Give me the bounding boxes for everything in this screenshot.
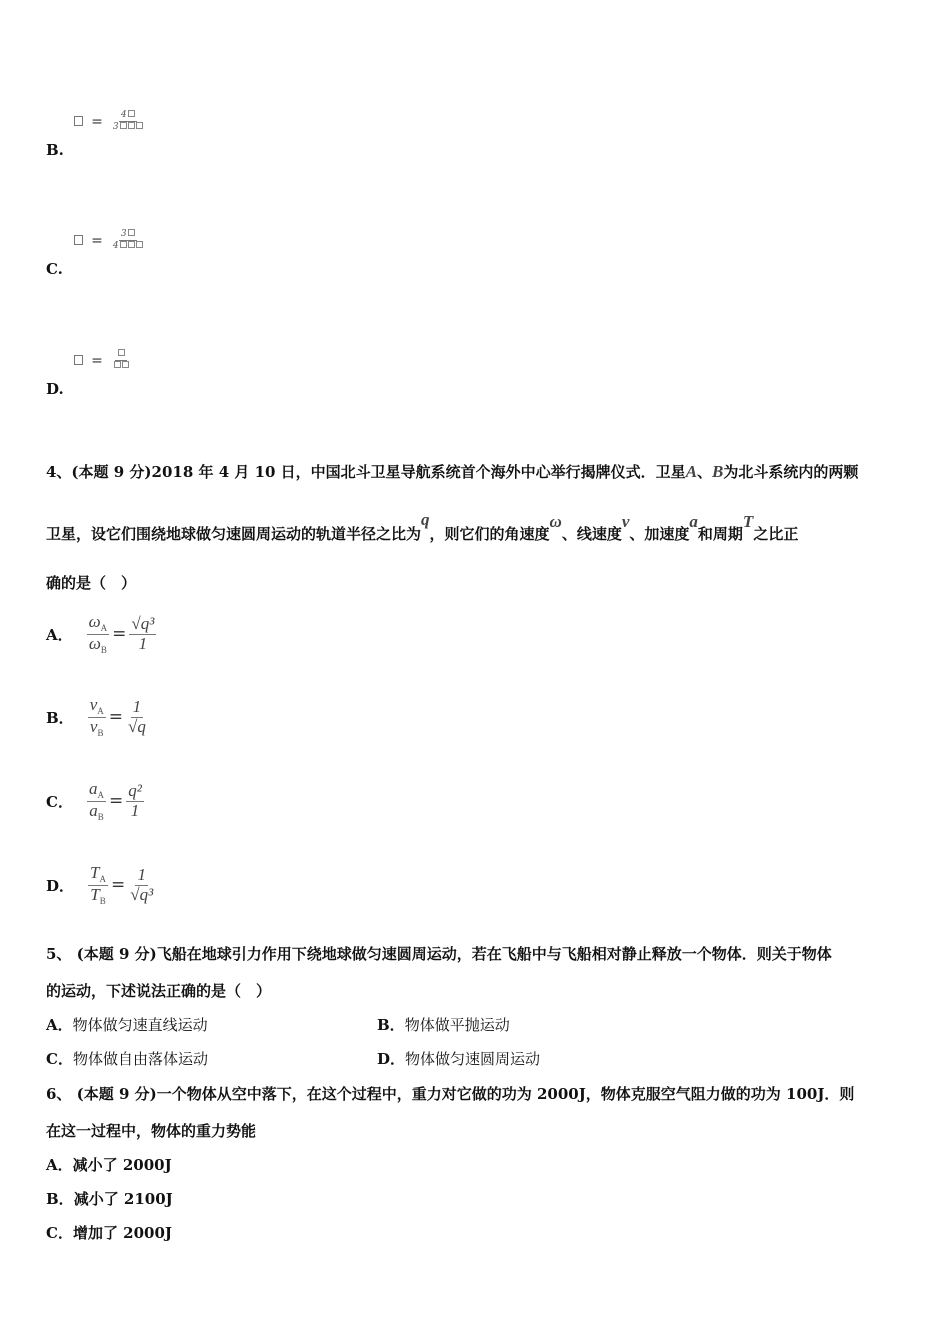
ratio-q: q: [421, 510, 430, 529]
placeholder-glyph-icon: [74, 355, 83, 365]
lhs-fraction: $\frac{T_A}{T_B}$: [90, 862, 106, 906]
q5-option-a[interactable]: A．物体做匀速直线运动: [46, 1016, 208, 1034]
q3-option-b-label: B.: [46, 141, 64, 159]
satellite-b: B: [712, 462, 724, 481]
q3-option-d-label: D.: [46, 380, 64, 398]
q6-option-a[interactable]: A．减小了 2000J: [46, 1156, 172, 1174]
q3-option-d-formula: =: [74, 349, 131, 372]
q4-option-a[interactable]: A． $\frac{\omega_A}{\omega_B}$ = $\frac{\text{√q³}}{1}$: [46, 611, 155, 655]
rhs-fraction: $\frac{\text{√q³}}{1}$: [131, 613, 155, 653]
q4-option-c[interactable]: C． $\frac{a_A}{a_B}$ = $\frac{\text{q²}}{1}$: [46, 778, 142, 822]
q6-option-b[interactable]: B．减小了 2100J: [46, 1190, 173, 1208]
rhs-fraction: $\frac{\text{q²}}{1}$: [128, 780, 142, 820]
q4-line-1: 4、(本题 9 分)2018 年 4 月 10 日，中国北斗卫星导航系统首个海外中心举行揭牌仪式．卫星A、B为北斗系统内的两颗: [46, 462, 859, 481]
lhs-fraction: $\frac{a_A}{a_B}$: [88, 778, 104, 822]
rhs-fraction: $\frac{1}{√q}$: [127, 696, 146, 736]
rhs-fraction: $\frac{1}{\text{√q³}}$: [130, 864, 154, 904]
lhs-fraction: $\frac{v_A}{v_B}$: [89, 694, 104, 738]
q4-option-d[interactable]: D． $\frac{T_A}{T_B}$ = $\frac{1}{\text{√q³}}$: [46, 862, 154, 906]
q4-line-3: 确的是（ ）: [46, 574, 137, 592]
q6-line-2: 在这一过程中，物体的重力势能: [46, 1122, 257, 1140]
q3-option-b-formula: = $\frac{4}{3}$: [74, 110, 145, 133]
a-symbol: a: [689, 512, 698, 531]
frac-denominator: 3: [112, 121, 119, 132]
q3-option-c-label: C.: [46, 260, 63, 278]
q5-line-2: 的运动，下述说法正确的是（ ）: [46, 982, 272, 1000]
satellite-a: A: [685, 462, 698, 481]
q4-line-2: 卫星，设它们围绕地球做匀速圆周运动的轨道半径之比为q，则它们的角速度ω、线速度v、加速度a和周期T之比正: [46, 510, 799, 543]
q6-line-1: 6、 (本题 9 分)一个物体从空中落下，在这个过程中，重力对它做的功为 2000J，物体克服空气阻力做的功为 100J．则: [46, 1085, 855, 1103]
q3-option-c-formula: = $\frac{3}{4}$: [74, 229, 145, 252]
q5-option-b[interactable]: B．物体做平抛运动: [377, 1016, 510, 1034]
frac-numerator: 4: [120, 110, 127, 120]
placeholder-glyph-icon: [74, 235, 83, 245]
q4-option-b[interactable]: B． $\frac{v_A}{v_B}$ = $\frac{1}{√q}$: [46, 694, 146, 738]
frac-numerator: 3: [120, 229, 127, 239]
frac-denominator: 4: [112, 240, 119, 251]
q6-option-c[interactable]: C．增加了 2000J: [46, 1224, 173, 1242]
t-symbol: T: [742, 512, 754, 531]
q5-line-1: 5、 (本题 9 分)飞船在地球引力作用下绕地球做匀速圆周运动，若在飞船中与飞船相对静止释放一个物体．则关于物体: [46, 945, 832, 963]
q5-option-d[interactable]: D．物体做匀速圆周运动: [377, 1050, 541, 1068]
v-symbol: v: [621, 512, 630, 531]
lhs-fraction: $\frac{\omega_A}{\omega_B}$: [88, 611, 108, 655]
omega-symbol: ω: [549, 512, 562, 531]
q5-option-c[interactable]: C．物体做自由落体运动: [46, 1050, 208, 1068]
placeholder-glyph-icon: [74, 116, 83, 126]
